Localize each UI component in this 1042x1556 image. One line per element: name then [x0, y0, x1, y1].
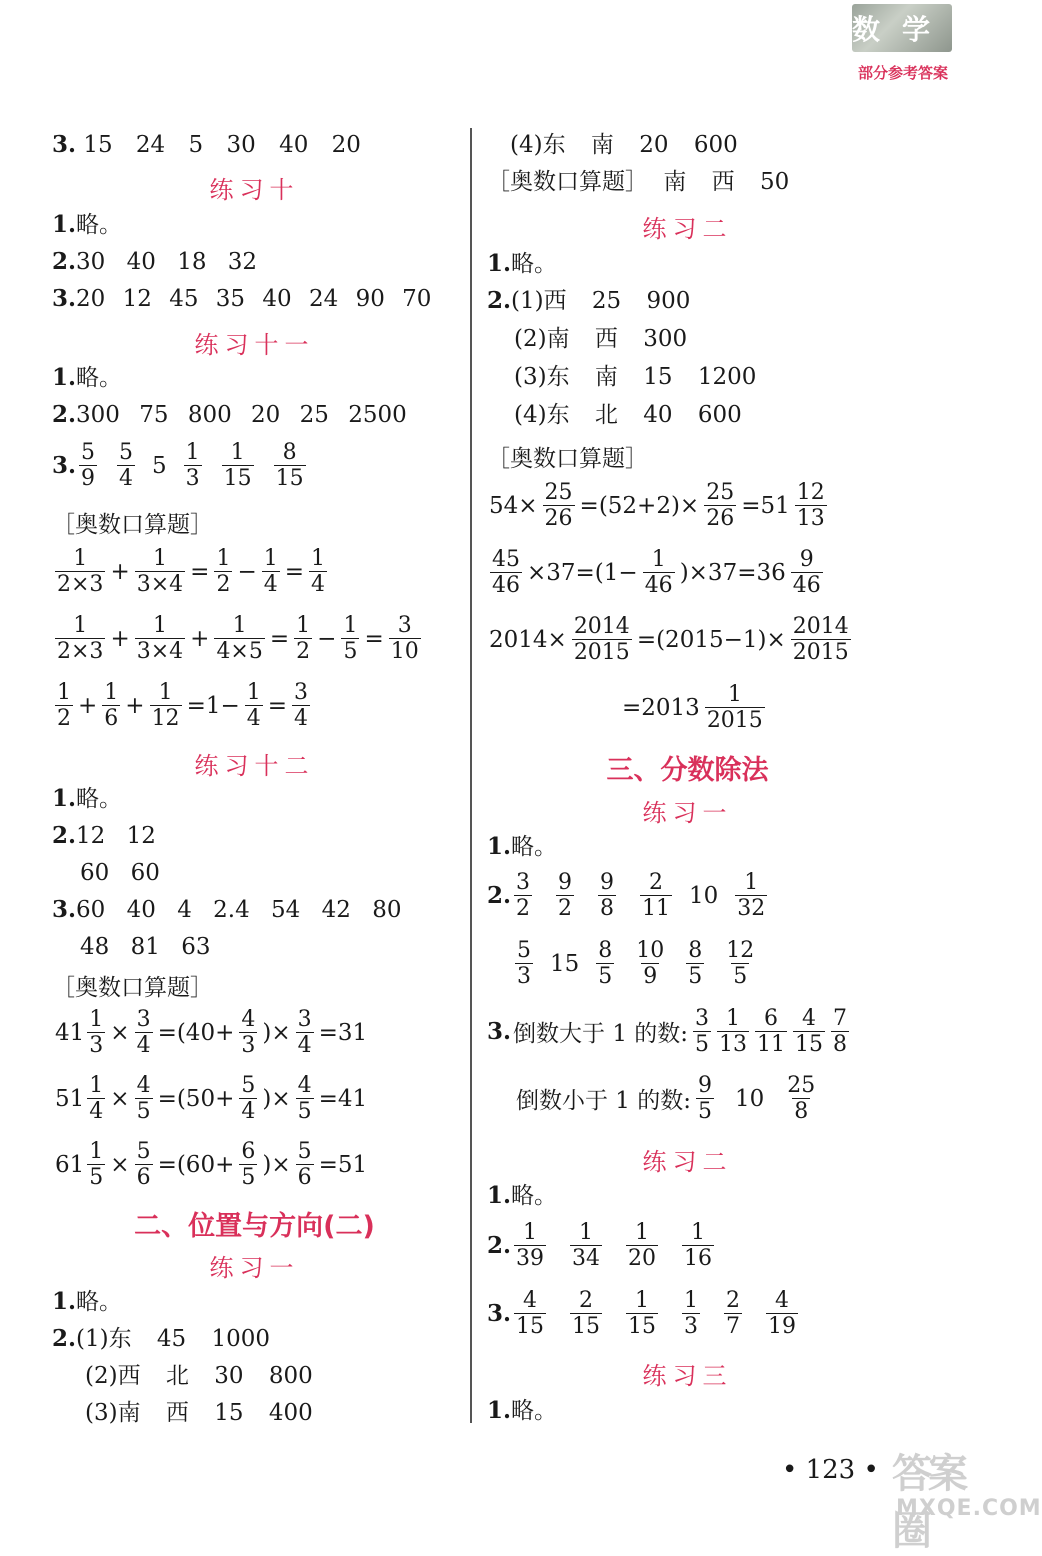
answer-line: ［奥数口算题］ 南 西 50	[487, 169, 790, 195]
fraction-answer-line: $\frac{5}{3}$ 15 $\frac{8}{5}$ $\frac{10}{9}$ $\frac{8}{5}$ $\frac{12}{5}$	[517, 938, 755, 989]
exercise-heading: 练习三	[642, 1362, 733, 1390]
exercise-heading: 练习十	[209, 176, 300, 204]
answer-line: (4)东 北 40 600	[514, 402, 742, 428]
exercise-heading: 练习二	[642, 1148, 733, 1176]
answer-line: 60 60	[80, 860, 160, 886]
fraction-answer-line: 3. 倒数大于 1 的数: $\frac{3}{5}$ $\frac{1}{13}$ $\frac{6}{11}$ $\frac{4}{15}$ $\frac{7}{8}$	[487, 1006, 848, 1057]
answer-line: (2)南 西 300	[514, 326, 688, 352]
fraction-answer-line: 3. $\frac{4}{15}$ $\frac{2}{15}$ $\frac{1}{15}$ $\frac{1}{3}$ $\frac{2}{7}$ $\frac{4}{19}$	[487, 1288, 797, 1339]
equation: 54× $\frac{25}{26}$ =(52+2)× $\frac{25}{26}$ =51 $\frac{12}{13}$	[489, 480, 825, 531]
answer-line: 1.略。	[52, 1288, 123, 1315]
exercise-heading: 练习一	[642, 799, 733, 827]
bracket-label: ［奥数口算题］	[52, 975, 213, 1001]
answer-line: 48 81 63	[80, 934, 211, 960]
answer-line: (2)西 北 30 800	[85, 1363, 313, 1389]
column-divider	[470, 128, 472, 1423]
fraction-answer-line: 2. $\frac{1}{39}$ $\frac{1}{34}$ $\frac{1}{20}$ $\frac{1}{16}$	[487, 1220, 713, 1271]
answer-line: 3.20 12 45 35 40 24 90 70	[52, 285, 432, 312]
watermark-logo: 答案圈 MXQE.COM	[892, 1451, 1042, 1554]
answer-line: 3.60 40 4 2.4 54 42 80	[52, 896, 402, 923]
equation: $\frac{1}{2\times 3}$ + $\frac{1}{3\times 4}$ = $\frac{1}{2}$ − $\frac{1}{4}$ = $\frac{1}{4}$	[57, 546, 325, 597]
bracket-label: ［奥数口算题］	[487, 446, 648, 472]
header-subtitle: 部分参考答案	[857, 64, 948, 82]
equation: $\frac{1}{2}$ + $\frac{1}{6}$ + $\frac{1}{12}$ =1− $\frac{1}{4}$ = $\frac{3}{4}$	[57, 680, 309, 731]
subject-badge: 数学	[852, 4, 952, 52]
exercise-heading: 练习十一	[194, 331, 315, 359]
answer-line: 1.略。	[52, 211, 123, 238]
bracket-label: ［奥数口算题］	[52, 512, 213, 538]
exercise-heading: 练习十二	[194, 752, 315, 780]
equation: 2014× $\frac{2014}{2015}$ =(2015−1)× $\frac{2014}{2015}$	[489, 614, 849, 665]
answer-line: 2.30 40 18 32	[52, 248, 258, 275]
equation: =2013 $\frac{1}{2015}$	[622, 682, 763, 733]
fraction-answer-line: 2. $\frac{3}{2}$ $\frac{9}{2}$ $\frac{9}{8}$ $\frac{2}{11}$ 10 $\frac{1}{32}$	[487, 870, 766, 921]
fraction-answer-line: 3. $\frac{5}{9}$ $\frac{5}{4}$ 5 $\frac{1}{3}$ $\frac{1}{15}$ $\frac{8}{15}$	[52, 440, 304, 491]
answer-line: 1.略。	[487, 250, 558, 277]
equation: 51 $\frac{1}{4}$ × $\frac{4}{5}$ =(50+ $\frac{5}{4}$ )× $\frac{4}{5}$ =41	[55, 1073, 368, 1124]
exercise-heading: 练习一	[209, 1254, 300, 1282]
answer-line: 1.略。	[487, 833, 558, 860]
answer-line: 2.(1)西 25 900	[487, 287, 691, 314]
answer-line: 1.略。	[487, 1397, 558, 1424]
exercise-heading: 练习二	[642, 215, 733, 243]
equation: 41 $\frac{1}{3}$ × $\frac{3}{4}$ =(40+ $\frac{4}{3}$ )× $\frac{3}{4}$ =31	[55, 1007, 368, 1058]
answer-line: 1.略。	[487, 1182, 558, 1209]
equation: $\frac{1}{2\times 3}$ + $\frac{1}{3\times 4}$ + $\frac{1}{4\times 5}$ = $\frac{1}{2}$ − $\frac{1}{5}$ = $\frac{3}{10}$	[57, 613, 419, 664]
equation: $\frac{45}{46}$ ×37=(1− $\frac{1}{46}$ )×37=36 $\frac{9}{46}$	[492, 547, 821, 598]
answer-line: 2.12 12	[52, 822, 156, 849]
page-number: • 123 •	[782, 1455, 879, 1485]
answer-line: (3)东 南 15 1200	[514, 364, 757, 390]
section-heading: 二、位置与方向(二)	[134, 1211, 375, 1242]
equation: 61 $\frac{1}{5}$ × $\frac{5}{6}$ =(60+ $\frac{6}{5}$ )× $\frac{5}{6}$ =51	[55, 1139, 368, 1190]
answer-line: (4)东 南 20 600	[510, 132, 738, 158]
answer-line: 1.略。	[52, 364, 123, 391]
fraction-answer-line: 倒数小于 1 的数: $\frac{9}{5}$ 10 $\frac{25}{8}$	[516, 1073, 816, 1124]
answer-line: 2.300 75 800 20 25 2500	[52, 401, 407, 428]
answer-line: (3)南 西 15 400	[85, 1400, 313, 1426]
answer-line: 1.略。	[52, 785, 123, 812]
section-heading: 三、分数除法	[606, 755, 769, 786]
answer-line: 3. 15 24 5 30 40 20	[52, 131, 361, 158]
answer-line: 2.(1)东 45 1000	[52, 1325, 271, 1352]
